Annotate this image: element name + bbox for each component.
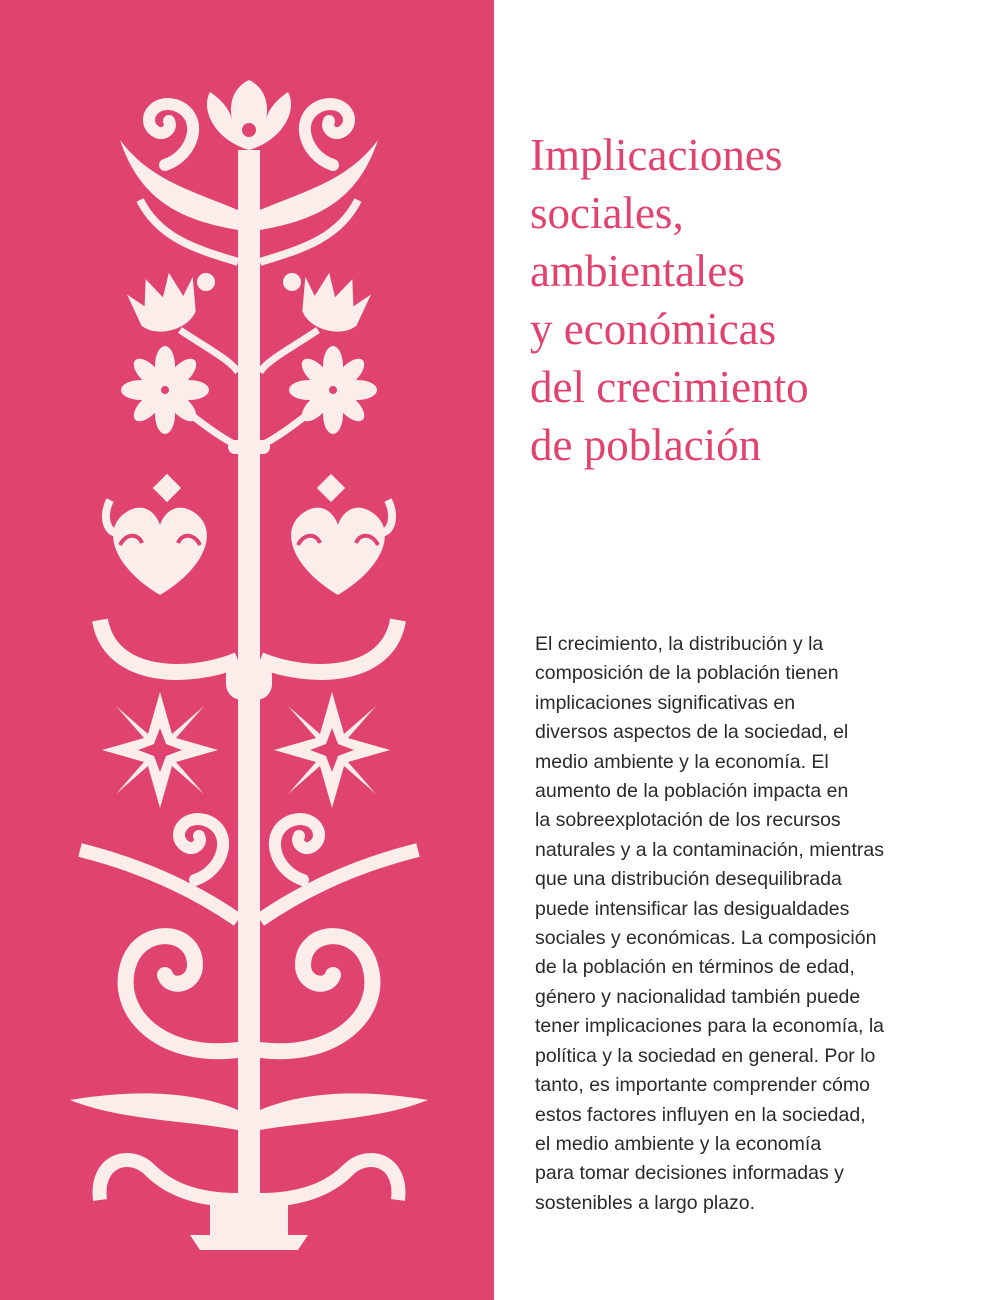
paragraph-line: de la población en términos de edad, (535, 956, 855, 979)
paragraph-line: política y la sociedad en general. Por lo (535, 1044, 876, 1067)
paragraph-line: la sobreexplotación de los recursos (535, 809, 841, 832)
body-paragraph (535, 630, 975, 1218)
title-line: del crecimiento (530, 362, 809, 412)
paragraph-line: El crecimiento, la distribución y la (535, 633, 824, 655)
paragraph-line: aumento de la población impacta en (535, 780, 849, 803)
paragraph-line: sociales y económicas. La composición (535, 927, 877, 950)
paragraph-line: diversos aspectos de la sociedad, el (535, 721, 849, 744)
paragraph-line: estos factores influyen en la sociedad, (535, 1103, 866, 1126)
paragraph-line: sostenibles a largo plazo. (535, 1191, 756, 1214)
title-line: de población (530, 420, 762, 470)
title-line: ambientales (530, 246, 745, 296)
title-line: sociales, (530, 188, 684, 238)
paragraph-line: tanto, es importante comprender cómo (535, 1074, 870, 1097)
paragraph-line: medio ambiente y la economía. El (535, 750, 829, 773)
paragraph-line: implicaciones significativas en (535, 691, 796, 714)
paragraph-line: género y nacionalidad también puede (535, 985, 861, 1008)
paragraph-line: para tomar decisiones informadas y (535, 1162, 844, 1185)
paragraph-line: el medio ambiente y la economía (535, 1132, 822, 1155)
paragraph-line: tener implicaciones para la economía, la (535, 1015, 885, 1038)
paragraph-line: que una distribución desequilibrada (535, 868, 842, 891)
paragraph-line: naturales y a la contaminación, mientras (535, 838, 885, 861)
paragraph-line: puede intensificar las desigualdades (535, 897, 850, 920)
page-title (530, 126, 970, 474)
paragraph-line: composición de la población tienen (535, 662, 839, 685)
title-line: y económicas (530, 304, 777, 354)
title-line: Implicaciones (530, 130, 783, 180)
